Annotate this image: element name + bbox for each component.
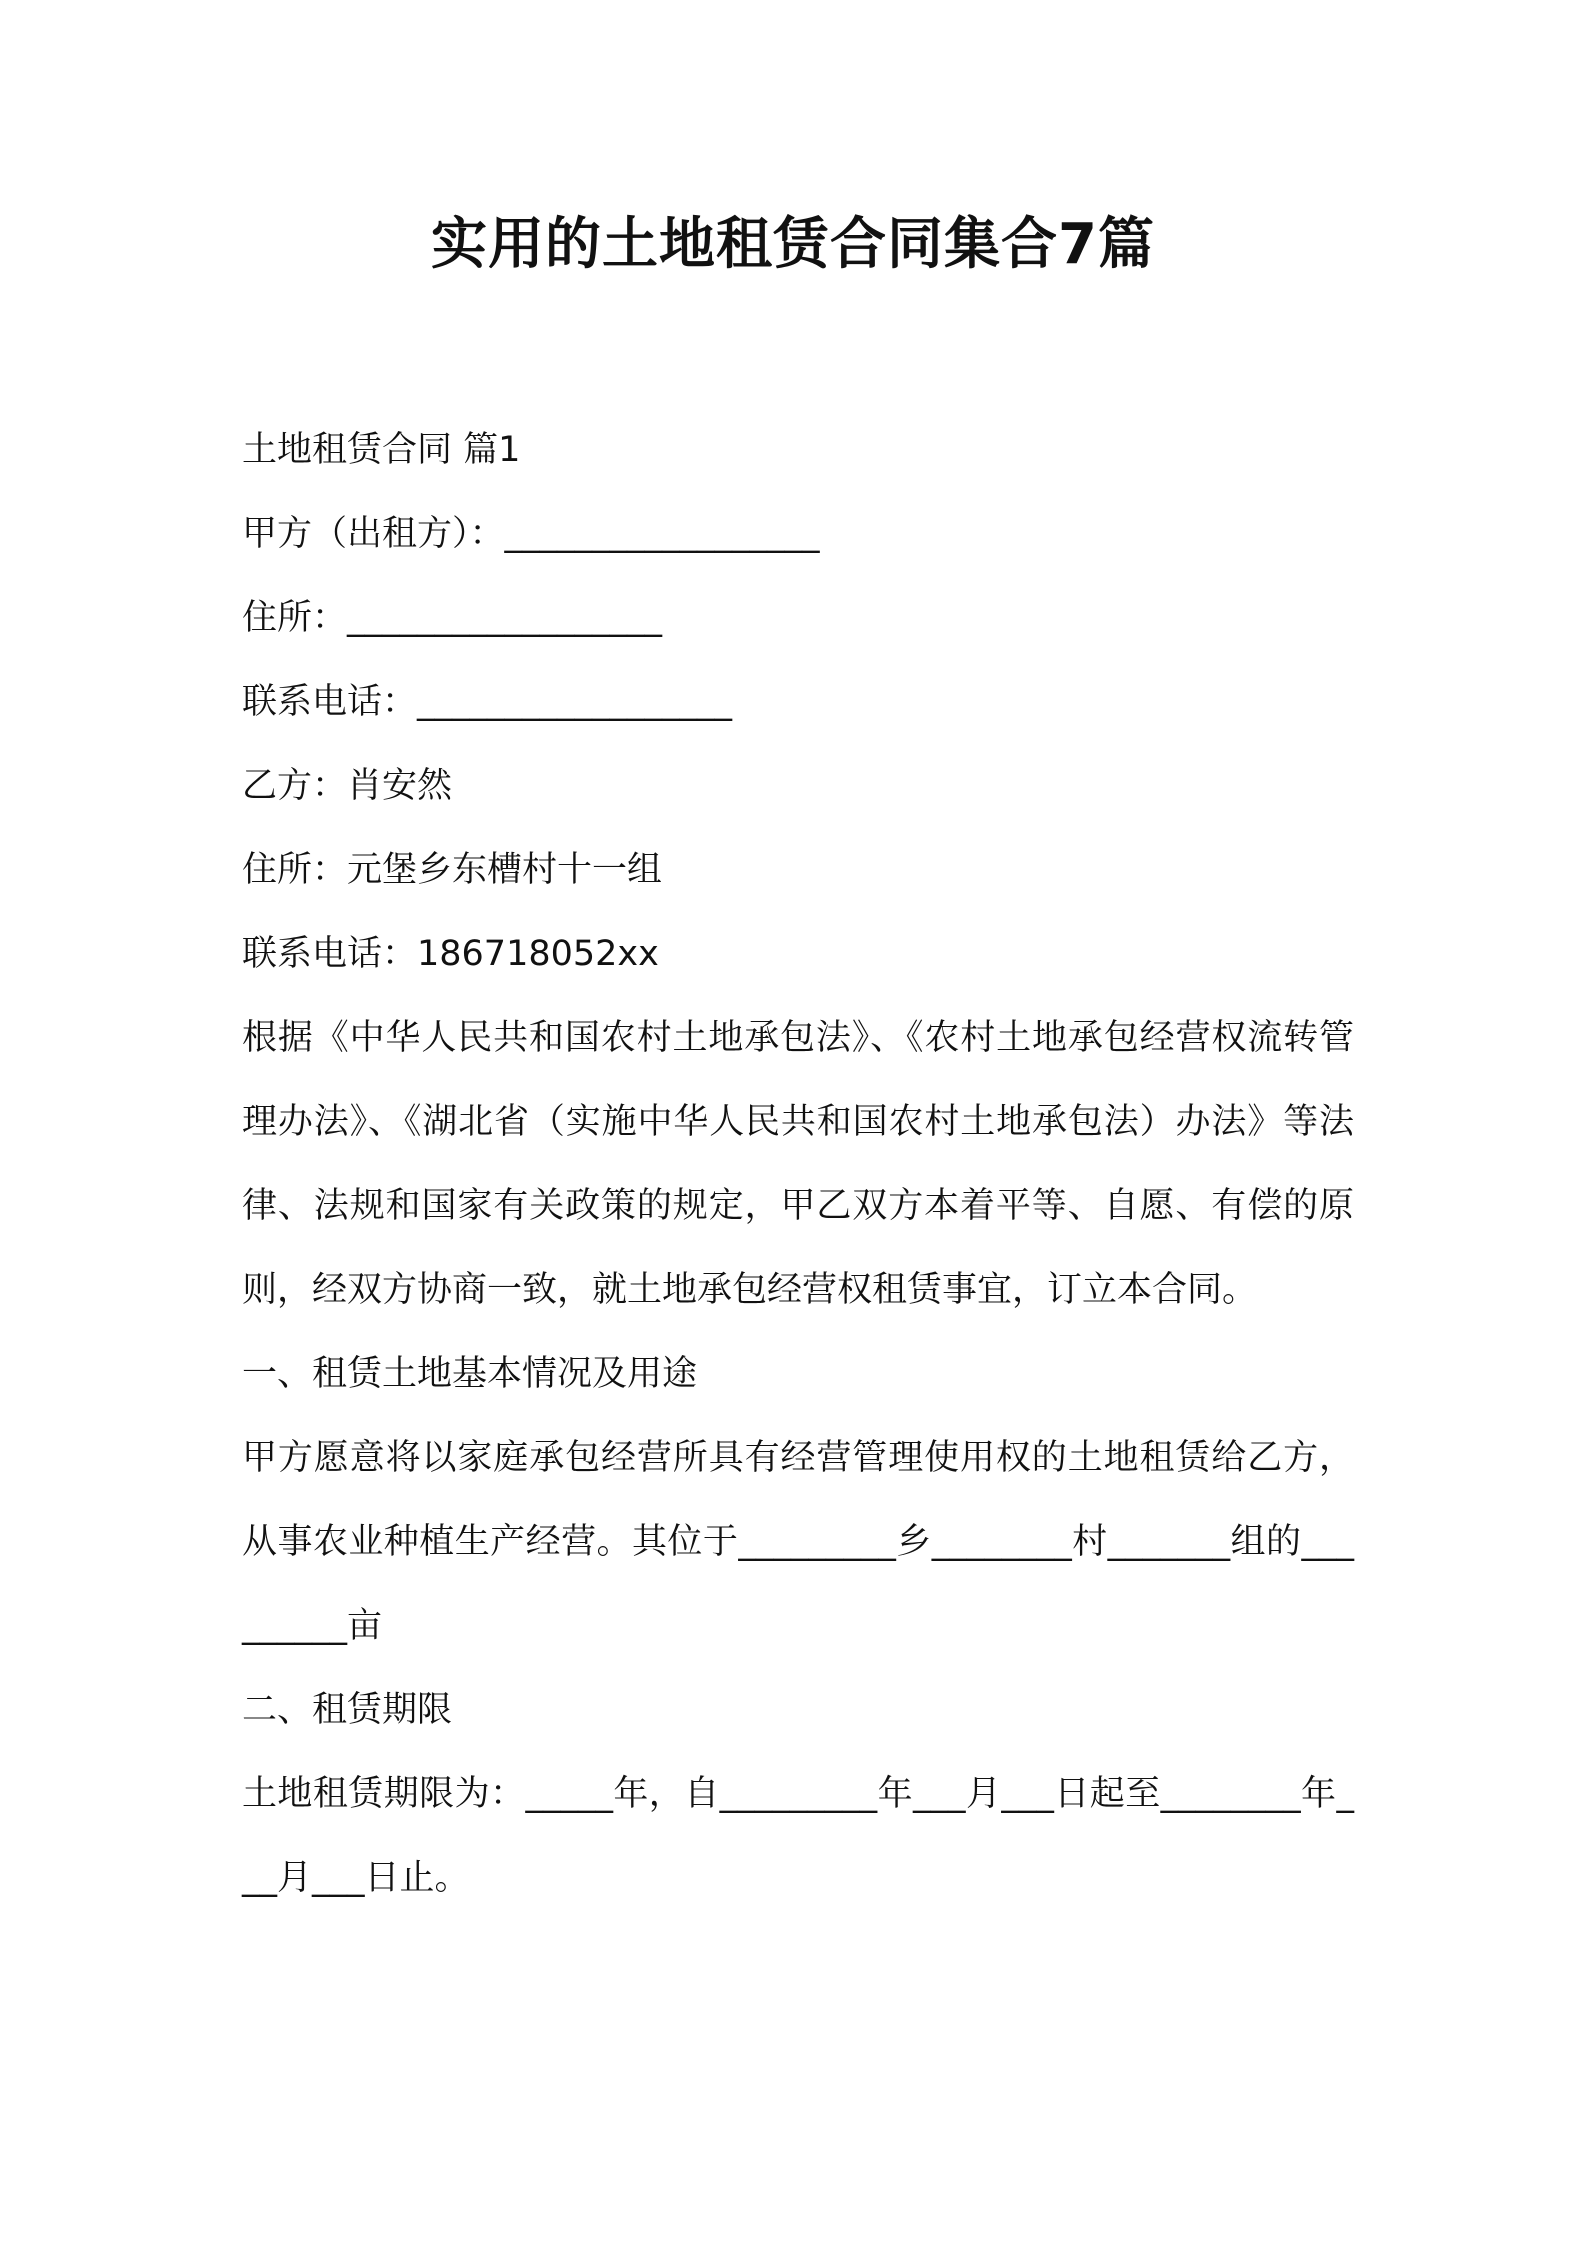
party-a-line: 甲方（出租方）：__________________ [242,514,820,554]
party-b-phone-line: 联系电话：186718052xx [242,934,659,974]
contract-subtitle: 土地租赁合同 篇1 [242,430,521,470]
preamble-paragraph: 根据《中华人民共和国农村土地承包法》、《农村土地承包经营权流转管理办法》、《湖北省（实施中华人民共和国农村土地承包法）办法》等法律、法规和国家有关政策的规定，甲乙双方本着平等、自愿、有偿的原则，经双方协商一致，就土地承包经营权租赁事宜，订立本合同。 [242,1018,1354,1310]
section-1-heading: 一、租赁土地基本情况及用途 [242,1354,698,1394]
section-1-paragraph: 甲方愿意将以家庭承包经营所具有经营管理使用权的土地租赁给乙方，从事农业种植生产经营。其位于_________乡________村_______组的_________亩 [242,1438,1354,1646]
party-a-address-line: 住所：__________________ [242,598,663,638]
party-b-address-line: 住所：元堡乡东槽村十一组 [242,850,663,890]
section-2-heading: 二、租赁期限 [242,1690,453,1730]
party-b-line: 乙方：肖安然 [242,766,453,806]
document-title: 实用的土地租赁合同集合7篇 [431,212,1155,277]
section-2-paragraph: 土地租赁期限为：_____年，自_________年___月___日起至________年___月___日止。 [242,1774,1354,1898]
document-body [242,408,1354,1920]
party-a-phone-line: 联系电话：__________________ [242,682,733,722]
